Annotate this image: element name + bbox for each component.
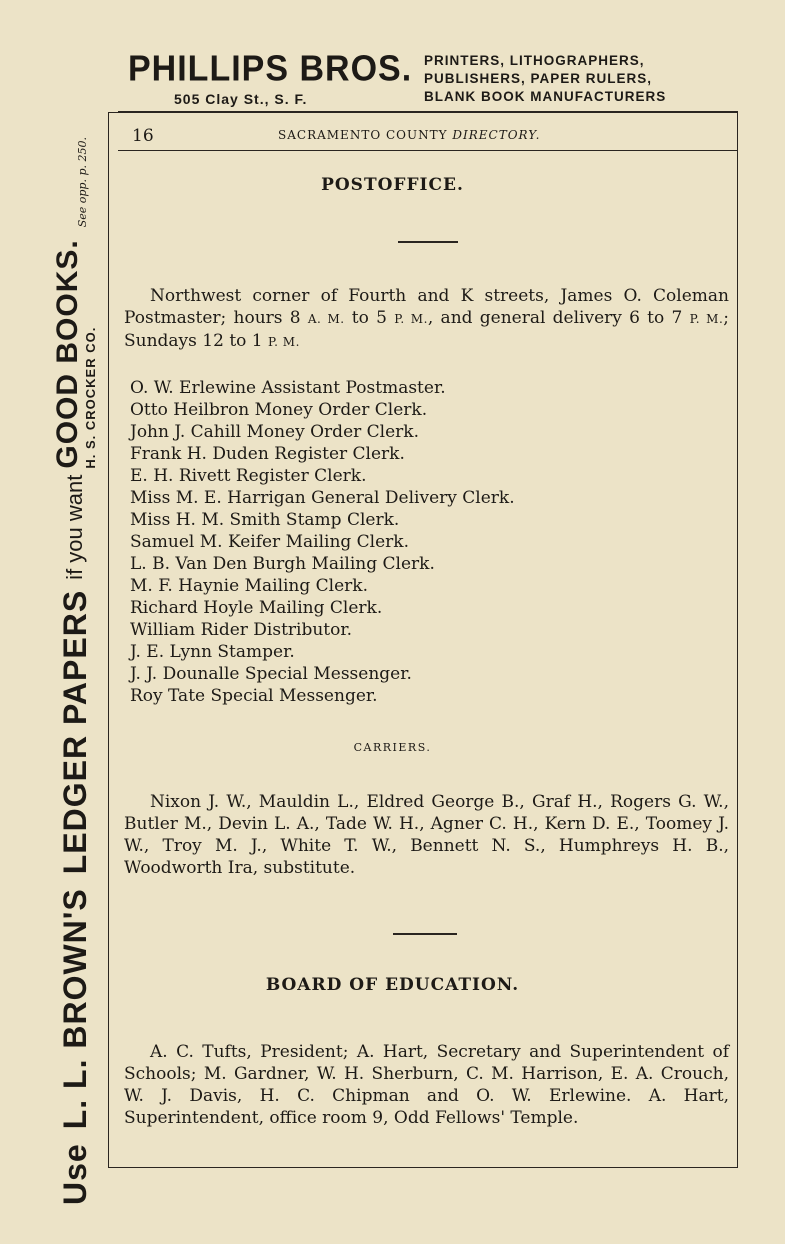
intro-time: P. M. — [268, 335, 300, 349]
ad-use-word: Use — [56, 1143, 93, 1205]
section-divider — [398, 241, 458, 243]
ad-good-books-block — [52, 239, 97, 468]
staff-entry: E. H. Rivett Register Clerk. — [130, 466, 367, 486]
intro-time: A. M. — [307, 312, 345, 326]
header-advertisement — [128, 50, 728, 110]
ad-brand-name: L. L. BROWN'S — [56, 888, 93, 1130]
intro-text: Northwest corner of Fourth and K streets, James O. Coleman Postmaster; hours 8 — [124, 286, 729, 328]
staff-entry: Samuel M. Keifer Mailing Clerk. — [130, 532, 410, 552]
staff-entry: Miss H. M. Smith Stamp Clerk. — [130, 510, 400, 530]
carriers-heading: CARRIERS. — [353, 741, 432, 754]
service-line: PRINTERS, LITHOGRAPHERS, — [424, 53, 645, 68]
running-title — [278, 128, 540, 142]
staff-entry: Roy Tate Special Messenger. — [130, 686, 378, 706]
postoffice-intro — [124, 285, 729, 353]
staff-entry: M. F. Haynie Mailing Clerk. — [130, 576, 369, 596]
intro-time: P. M. — [394, 312, 428, 326]
intro-time: P. M. — [689, 312, 724, 326]
staff-entry: Otto Heilbron Money Order Clerk. — [130, 400, 428, 420]
ad-good-books: GOOD BOOKS. — [51, 239, 85, 469]
service-line: PUBLISHERS, PAPER RULERS, — [424, 71, 653, 86]
staff-entry: William Rider Distributor. — [130, 620, 353, 640]
staff-entry: Richard Hoyle Mailing Clerk. — [130, 598, 383, 618]
staff-entry: Miss M. E. Harrigan General Delivery Clerk. — [130, 488, 515, 508]
postoffice-title: POSTOFFICE. — [321, 175, 464, 195]
intro-text: , and general delivery 6 to 7 — [427, 308, 690, 328]
staff-entry: J. J. Dounalle Special Messenger. — [130, 664, 412, 684]
ad-product-name: LEDGER PAPERS — [56, 589, 93, 875]
header-address: 505 Clay St., S. F. — [174, 91, 308, 107]
page-number: 16 — [132, 126, 154, 146]
intro-text: ; Sundays 12 to 1 — [124, 308, 730, 351]
header-brand: PHILLIPS BROS. — [128, 49, 413, 89]
postoffice-staff-list — [130, 377, 515, 707]
sidebar-advertisement — [53, 35, 97, 1205]
staff-entry: John J. Cahill Money Order Clerk. — [130, 422, 419, 442]
section-divider — [393, 933, 457, 935]
intro-text: to 5 — [344, 308, 395, 328]
board-of-education-title: BOARD OF EDUCATION. — [265, 975, 520, 995]
ad-if-you-want: if you want — [62, 474, 87, 580]
header-services — [424, 52, 666, 106]
staff-entry: J. E. Lynn Stamper. — [130, 642, 295, 662]
running-title-text: SACRAMENTO COUNTY — [278, 128, 448, 142]
service-line: BLANK BOOK MANUFACTURERS — [424, 89, 667, 104]
staff-entry: O. W. Erlewine Assistant Postmaster. — [130, 378, 446, 398]
ad-dealer-name: H. S. CROCKER CO. — [82, 326, 98, 469]
board-of-education-text: A. C. Tufts, President; A. Hart, Secretary and Superintendent of Schools; M. Gardner, W. H. Sherburn, C. M. Harrison, E. A. Crouch, W. J. Davis, H. C. Chipman and O. W. Erlewine. A. Hart, Superintendent, office room 9, Odd Fellows' Temple. — [124, 1042, 729, 1128]
running-head-rule — [118, 150, 738, 151]
ad-see-reference: See opp. p. 250. — [76, 137, 89, 228]
staff-entry: L. B. Van Den Burgh Mailing Clerk. — [130, 554, 435, 574]
carriers-list: Nixon J. W., Mauldin L., Eldred George B., Graf H., Rogers G. W., Butler M., Devin L. A., Tade W. H., Agner C. H., Kern D. E., Toomey J. W., Troy M. J., White T. W., Bennett N. S., Humphreys H. B., Woodworth Ira, substitute. — [124, 792, 729, 878]
staff-entry: Frank H. Duden Register Clerk. — [130, 444, 405, 464]
running-title-italic: DIRECTORY. — [452, 128, 541, 142]
